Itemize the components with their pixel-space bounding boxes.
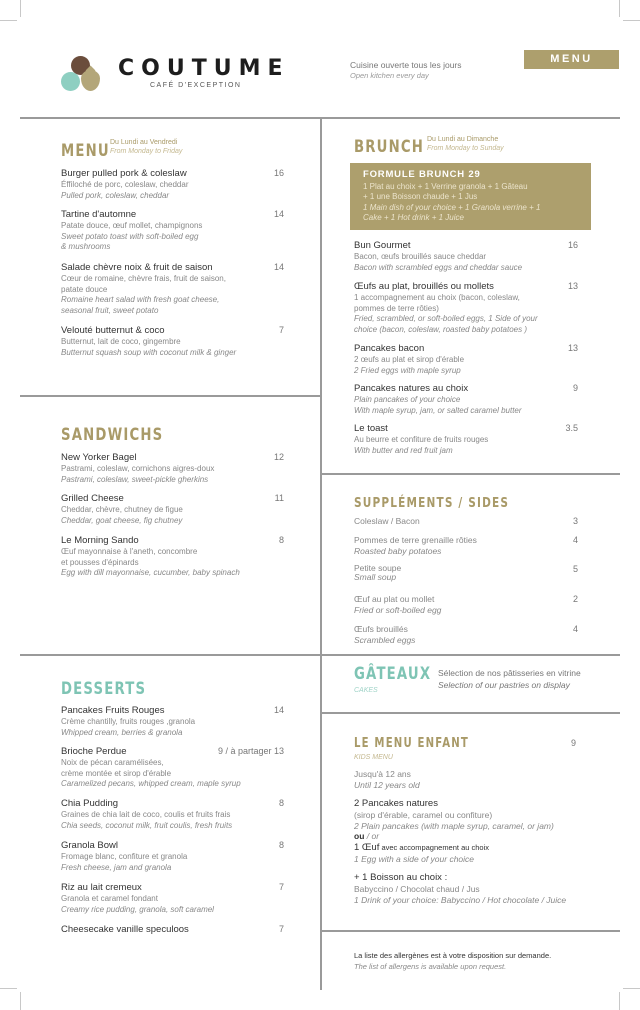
kids-age: Jusqu'à 12 ans (354, 769, 411, 779)
kids-drink-desc: Babyccino / Chocolat chaud / Jus (354, 884, 480, 894)
menu-item (61, 262, 284, 316)
item-desc-en: Cheddar, goat cheese, fig chutney (61, 515, 183, 525)
brunch-item (354, 383, 578, 416)
gateaux-subtitle: CAKES (354, 687, 378, 694)
item-desc-en: With butter and red fruit jam (354, 445, 453, 455)
item-name: Tartine d'automne (61, 209, 137, 220)
item-name: Granola Bowl (61, 840, 119, 851)
side-name-en: Scrambled eggs (354, 635, 416, 645)
menu-item (61, 168, 284, 201)
item-name: Grilled Cheese (61, 493, 124, 504)
opening-text-fr: Cuisine ouverte tous les jours (350, 60, 462, 70)
crop-mark-br-v (619, 992, 620, 1010)
item-price: 9 / à partager 13 (217, 746, 284, 756)
crop-mark-tr-v (619, 0, 620, 17)
item-desc-en: Plain pancakes of your choice (354, 395, 461, 404)
menu-item (61, 705, 284, 738)
item-desc-en: Fried, scrambled, or soft-boiled eggs, 1 Side of your (354, 314, 538, 323)
item-desc-en: With maple syrup, jam, or salted caramel butter (354, 405, 522, 415)
item-price: 13 (567, 343, 578, 353)
item-price: 7 (278, 325, 284, 335)
side-item (354, 535, 578, 557)
formule-line-en: 1 Main dish of your choice + 1 Granola verrine + 1 (363, 202, 541, 212)
item-desc: Patate douce, œuf mollet, champignons (61, 221, 203, 230)
item-desc: Pastrami, coleslaw, cornichons aigres-doux (61, 464, 215, 473)
item-price: 16 (567, 240, 578, 250)
item-name: Bun Gourmet (354, 240, 411, 251)
formule-brunch-box (350, 163, 591, 230)
item-desc: Cœur de romaine, chèvre frais, fruit de saison, (61, 274, 226, 283)
side-price: 2 (572, 594, 578, 604)
item-price: 13 (567, 281, 578, 291)
item-name: Salade chèvre noix & fruit de saison (61, 262, 213, 273)
item-name: Pancakes bacon (354, 343, 425, 354)
crop-mark-br-h (623, 988, 640, 989)
opening-text-en: Open kitchen every day (350, 71, 429, 80)
side-name: Œuf au plat ou mollet (354, 594, 435, 604)
menu-item (61, 924, 284, 936)
item-desc: Butternut, lait de coco, gingembre (61, 337, 181, 346)
item-price: 8 (278, 535, 284, 545)
formule-line: + 1 une Boisson chaude + 1 Jus (363, 192, 478, 202)
item-name: Riz au lait cremeux (61, 882, 142, 893)
menu-days-en: From Monday to Friday (110, 148, 183, 155)
brunch-item (354, 343, 578, 376)
item-desc: 2 œufs au plat et sirop d'érable (354, 355, 465, 364)
brunch-days-fr: Du Lundi au Dimanche (427, 136, 499, 143)
gateaux-desc: Sélection de nos pâtisseries en vitrine (438, 668, 581, 678)
item-name: Velouté butternut & coco (61, 325, 165, 336)
crop-mark-tl-h (0, 20, 17, 21)
brunch-item (354, 281, 578, 335)
side-name-en: Fried or soft-boiled egg (354, 605, 442, 615)
item-price: 14 (273, 262, 284, 272)
item-desc-en: Butternut squash soup with coconut milk & ginger (61, 347, 237, 357)
kids-or-en: / or (364, 831, 380, 841)
formule-line: 1 Plat au choix + 1 Verrine granola + 1 Gâteau (363, 182, 528, 191)
column-divider (320, 117, 322, 990)
item-price: 14 (273, 705, 284, 715)
crop-mark-bl-v (20, 992, 21, 1010)
item-desc: Crème chantilly, fruits rouges ,granola (61, 717, 196, 726)
item-name: Pancakes Fruits Rouges (61, 705, 165, 716)
kids-drink: + 1 Boisson au choix : (354, 872, 448, 883)
desserts-section-title: DESSERTS (61, 679, 147, 699)
brunch-item (354, 240, 578, 273)
item-desc: Graines de chia lait de coco, coulis et fruits frais (61, 810, 231, 819)
item-name: Le Morning Sando (61, 535, 139, 546)
item-desc-en: Pastrami, coleslaw, sweet-pickle gherkins (61, 474, 209, 484)
side-price: 4 (572, 624, 578, 634)
item-desc: Fromage blanc, confiture et granola (61, 852, 188, 861)
kids-option-2 (354, 842, 614, 854)
item-price: 9 (572, 383, 578, 393)
kids-option-2-title: 1 Œuf (354, 841, 380, 853)
brunch-section-title: BRUNCH (354, 137, 425, 157)
item-desc-en: Whipped cream, berries & granola (61, 727, 183, 737)
sides-section-title: SUPPLÉMENTS / SIDES (354, 495, 510, 511)
brunch-days-en: From Monday to Sunday (427, 145, 504, 152)
item-price: 8 (278, 798, 284, 808)
menu-item (61, 798, 284, 831)
menu-days-fr: Du Lundi au Vendredi (110, 139, 178, 146)
kids-or (354, 831, 614, 842)
item-desc: Éffiloché de porc, coleslaw, cheddar (61, 180, 189, 189)
kids-price: 9 (571, 738, 577, 748)
kids-or-fr: ou (354, 831, 365, 841)
item-desc-en: Romaine heart salad with fresh goat cheese, (61, 295, 220, 304)
item-name: Pancakes natures au choix (354, 383, 469, 394)
crop-mark-tr-h (623, 20, 640, 21)
side-name: Coleslaw / Bacon (354, 516, 420, 526)
item-price: 7 (278, 882, 284, 892)
item-name: Burger pulled pork & coleslaw (61, 168, 187, 179)
left-divider-1 (20, 395, 320, 397)
item-name: Œufs au plat, brouillés ou mollets (354, 281, 494, 292)
side-price: 4 (572, 535, 578, 545)
allergen-note-en: The list of allergens is available upon request. (354, 962, 507, 971)
item-desc-en: Creamy rice pudding, granola, soft caramel (61, 904, 214, 914)
item-desc: Au beurre et confiture de fruits rouges (354, 435, 489, 444)
menu-item (61, 493, 284, 526)
side-item (354, 624, 578, 646)
item-desc-en: Caramelized pecans, whipped cream, maple syrup (61, 779, 241, 788)
item-desc: crème montée et sirop d'érable (61, 768, 172, 778)
item-desc-en: choice (bacon, coleslaw, roasted baby potatoes ) (354, 324, 527, 334)
item-price: 14 (273, 209, 284, 219)
formule-line-en: Cake + 1 Hot drink + 1 Juice (363, 212, 464, 222)
item-desc-en: Fresh cheese, jam and granola (61, 862, 172, 872)
kids-subtitle: KIDS MENU (354, 754, 393, 761)
item-desc-en: & mushrooms (61, 242, 111, 251)
brand-tagline: CAFÉ D'EXCEPTION (150, 82, 242, 89)
formule-title: FORMULE BRUNCH 29 (363, 169, 481, 180)
item-desc: et pousses d'épinards (61, 557, 139, 567)
item-price: 16 (273, 168, 284, 178)
side-item (354, 516, 578, 527)
item-price: 3.5 (565, 423, 578, 433)
item-desc-en: Bacon with scrambled eggs and cheddar sauce (354, 262, 523, 272)
gateaux-section-title: GÂTEAUX (354, 664, 432, 684)
side-name: Pommes de terre grenaille rôties (354, 535, 477, 545)
kids-section-title: LE MENU ENFANT (354, 736, 470, 751)
menu-item (61, 840, 284, 873)
kids-drink-en: 1 Drink of your choice: Babyccino / Hot chocolate / Juice (354, 894, 567, 905)
kids-age-en: Until 12 years old (354, 779, 420, 790)
menu-item (61, 882, 284, 915)
item-desc-en: Sweet potato toast with soft-boiled egg (61, 231, 199, 241)
menu-item (61, 325, 284, 358)
menu-section-title: MENU (61, 141, 110, 161)
side-price: 5 (572, 564, 578, 574)
side-name: Petite soupe (354, 563, 402, 573)
menu-item (61, 209, 284, 253)
item-desc-en: Pulled pork, coleslaw, cheddar (61, 190, 170, 200)
item-name: New Yorker Bagel (61, 452, 137, 463)
item-desc-en: Chia seeds, coconut milk, fruit coulis, fresh fruits (61, 820, 233, 830)
item-desc: Granola et caramel fondant (61, 894, 158, 903)
item-desc: pommes de terre rôties) (354, 303, 439, 313)
side-name-en: Roasted baby potatoes (354, 546, 442, 556)
menu-item (61, 746, 284, 790)
allergen-note-fr: La liste des allergènes est à votre disposition sur demande. (354, 951, 552, 960)
menu-badge: MENU (524, 50, 619, 69)
brand-logo (60, 54, 104, 96)
item-desc: Noix de pécan caramélisées, (61, 758, 164, 767)
item-name: Cheesecake vanille speculoos (61, 924, 189, 935)
right-divider-1 (320, 473, 620, 475)
item-desc-en: Egg with dill mayonnaise, cucumber, baby spinach (61, 568, 240, 577)
brand-name: COUTUME (118, 56, 290, 81)
item-price: 7 (278, 924, 284, 934)
item-name: Le toast (354, 423, 388, 434)
item-price: 11 (274, 493, 284, 503)
kids-option-1-desc: (sirop d'érable, caramel ou confiture) (354, 810, 493, 820)
item-desc: Bacon, œufs brouillés sauce cheddar (354, 252, 487, 261)
crop-mark-tl-v (20, 0, 21, 17)
menu-item (61, 452, 284, 485)
item-desc-en: 2 Fried eggs with maple syrup (354, 365, 461, 375)
kids-option-1: 2 Pancakes natures (354, 798, 438, 809)
gateaux-desc-en: Selection of our pastries on display (438, 680, 570, 690)
side-name-en: Small soup (354, 572, 397, 582)
crop-mark-bl-h (0, 988, 17, 989)
kids-option-2-suffix: avec accompagnement au choix (379, 842, 490, 852)
kids-option-1-en: 2 Plain pancakes (with maple syrup, caramel, or jam) (354, 820, 554, 831)
brunch-item (354, 423, 578, 456)
side-item (354, 564, 578, 582)
item-desc: 1 accompagnement au choix (bacon, coleslaw, (354, 293, 520, 302)
side-item (354, 594, 578, 616)
right-divider-3 (320, 712, 620, 714)
item-desc: patate douce (61, 284, 108, 294)
section-divider-2 (20, 654, 620, 656)
item-name: Chia Pudding (61, 798, 119, 809)
item-desc: Œuf mayonnaise à l'aneth, concombre (61, 547, 198, 556)
kids-option-2-en: 1 Egg with a side of your choice (354, 853, 475, 864)
menu-item (61, 535, 284, 579)
item-name: Brioche Perdue (61, 746, 127, 757)
side-name: Œufs brouillés (354, 624, 408, 634)
logo-teal-dot (61, 72, 80, 91)
side-price: 3 (572, 516, 578, 526)
item-price: 12 (273, 452, 284, 462)
logo-gold-drop (81, 70, 100, 91)
item-desc-en: seasonal fruit, sweet potato (61, 305, 159, 315)
sandwichs-section-title: SANDWICHS (61, 425, 164, 445)
kids-menu-details (354, 769, 614, 905)
item-desc: Cheddar, chèvre, chutney de figue (61, 505, 183, 514)
right-divider-4 (320, 930, 620, 932)
item-price: 8 (278, 840, 284, 850)
